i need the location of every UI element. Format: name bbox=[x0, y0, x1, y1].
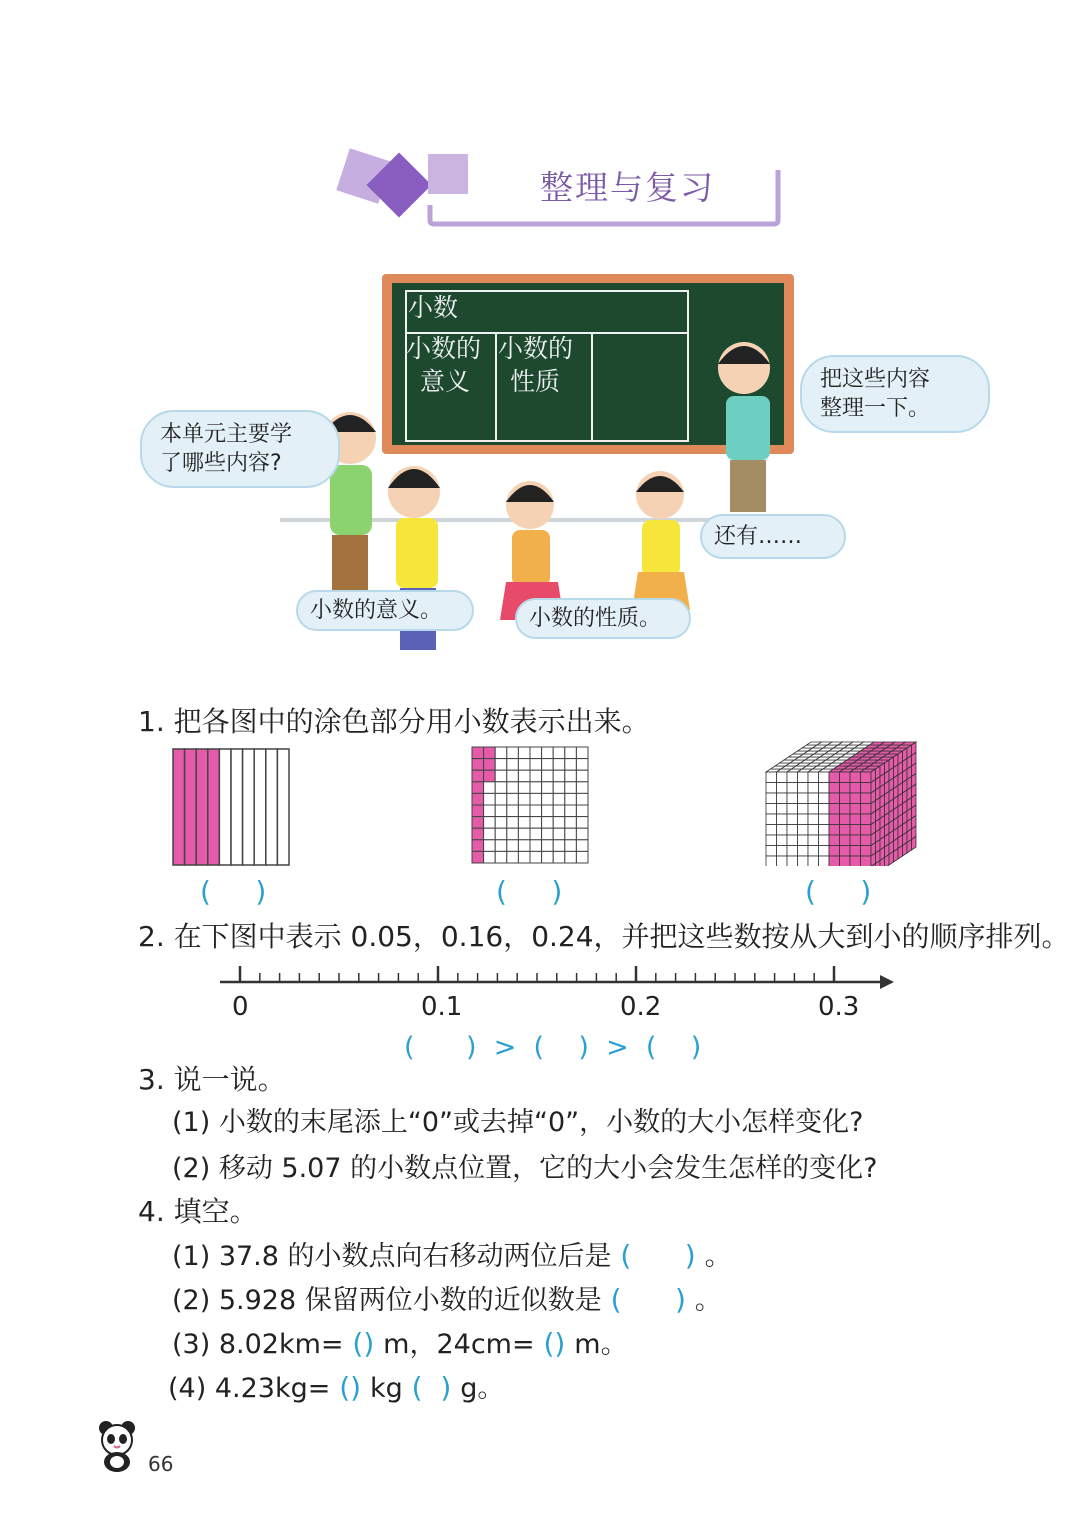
grid-cell bbox=[542, 793, 554, 805]
cube-front-cell bbox=[840, 783, 851, 794]
cube-front-cell bbox=[777, 846, 788, 857]
question-4-item-4 bbox=[168, 1366, 504, 1405]
bubble-question-line2: 了哪些内容? bbox=[160, 451, 282, 476]
grid-cell bbox=[472, 840, 484, 852]
speech-bubble-question bbox=[140, 410, 340, 488]
speech-bubble-meaning: 小数的意义。 bbox=[296, 590, 474, 631]
cube-front-cell bbox=[861, 856, 872, 866]
grid-cell bbox=[576, 817, 588, 829]
grid-cell bbox=[553, 770, 565, 782]
cube-front-cell bbox=[766, 835, 777, 846]
cube-front-cell bbox=[840, 814, 851, 825]
figure-thousand-cube bbox=[762, 740, 922, 866]
cube-front-cell bbox=[829, 793, 840, 804]
grid-cell bbox=[472, 759, 484, 771]
cube-front-cell bbox=[840, 835, 851, 846]
strip bbox=[254, 749, 266, 865]
grid-cell bbox=[495, 851, 507, 863]
grid-cell bbox=[565, 782, 577, 794]
cube-front-cell bbox=[808, 783, 819, 794]
number-line-arrow bbox=[880, 975, 894, 989]
cube-front-cell bbox=[819, 783, 830, 794]
board-cell-property-line2: 性质 bbox=[510, 367, 561, 396]
grid-cell bbox=[518, 840, 530, 852]
bubble-teacher-line2: 整理一下。 bbox=[820, 396, 931, 421]
grid-cell bbox=[495, 805, 507, 817]
grid-cell bbox=[472, 793, 484, 805]
grid-cell bbox=[507, 828, 519, 840]
grid-cell bbox=[530, 759, 542, 771]
cube-front-cell bbox=[787, 772, 798, 783]
q4-4-end: g。 bbox=[460, 1373, 505, 1404]
grid-cell bbox=[472, 782, 484, 794]
answer-blank-2[interactable]: ( ) bbox=[496, 875, 563, 908]
question-3-item-2: (2) 移动 5.07 的小数点位置，它的大小会发生怎样的变化? bbox=[172, 1153, 878, 1184]
grid-cell bbox=[542, 747, 554, 759]
grid-cell bbox=[565, 805, 577, 817]
grid-cell bbox=[542, 840, 554, 852]
grid-cell bbox=[484, 828, 496, 840]
strip bbox=[219, 749, 231, 865]
grid-cell bbox=[576, 828, 588, 840]
cube-front-cell bbox=[766, 804, 777, 815]
board-cell-meaning-line1: 小数的 bbox=[406, 334, 482, 363]
grid-cell bbox=[565, 840, 577, 852]
cube-front-cell bbox=[798, 772, 809, 783]
grid-cell bbox=[484, 840, 496, 852]
cube-front-cell bbox=[808, 793, 819, 804]
grid-cell bbox=[553, 817, 565, 829]
grid-cell bbox=[576, 840, 588, 852]
cube-front-cell bbox=[808, 856, 819, 866]
cube-front-cell bbox=[861, 825, 872, 836]
cube-front-cell bbox=[840, 846, 851, 857]
grid-cell bbox=[530, 828, 542, 840]
cube-front-cell bbox=[787, 846, 798, 857]
question-3-text: 3. 说一说。 bbox=[138, 1063, 286, 1096]
grid-cell bbox=[472, 770, 484, 782]
cube-front-cell bbox=[766, 793, 777, 804]
cube-front-cell bbox=[829, 783, 840, 794]
q4-3-mid: m，24cm= bbox=[383, 1329, 535, 1360]
question-1-text: 1. 把各图中的涂色部分用小数表示出来。 bbox=[138, 705, 650, 738]
grid-cell bbox=[472, 817, 484, 829]
grid-cell bbox=[542, 817, 554, 829]
grid-cell bbox=[553, 782, 565, 794]
grid-cell bbox=[518, 828, 530, 840]
grid-cell bbox=[495, 770, 507, 782]
q4-4-blank-2[interactable]: ( ) bbox=[402, 1371, 461, 1404]
cube-front-cell bbox=[819, 772, 830, 783]
question-4-item-1 bbox=[172, 1234, 732, 1273]
cube-front-cell bbox=[777, 814, 788, 825]
cube-front-cell bbox=[850, 804, 861, 815]
grid-cell bbox=[530, 770, 542, 782]
cube-front-cell bbox=[777, 793, 788, 804]
strip bbox=[266, 749, 278, 865]
cube-front-cell bbox=[829, 846, 840, 857]
cube-front-cell bbox=[829, 835, 840, 846]
cube-front-cell bbox=[861, 846, 872, 857]
cube-front-cell bbox=[798, 856, 809, 866]
board-cell-property-line1: 小数的 bbox=[498, 334, 574, 363]
cube-front-cell bbox=[840, 856, 851, 866]
strip bbox=[208, 749, 220, 865]
grid-cell bbox=[507, 759, 519, 771]
grid-cell bbox=[472, 805, 484, 817]
cube-front-cell bbox=[777, 804, 788, 815]
cube-front-cell bbox=[861, 783, 872, 794]
cube-front-cell bbox=[829, 814, 840, 825]
grid-cell bbox=[518, 793, 530, 805]
page-number: 66 bbox=[148, 1452, 174, 1476]
grid-cell bbox=[565, 828, 577, 840]
board-cell-meaning-line2: 意义 bbox=[420, 367, 471, 396]
strip bbox=[173, 749, 185, 865]
cube-front-cell bbox=[766, 856, 777, 866]
cube-front-cell bbox=[787, 825, 798, 836]
grid-cell bbox=[553, 747, 565, 759]
grid-cell bbox=[495, 759, 507, 771]
q4-1-end: 。 bbox=[704, 1241, 732, 1272]
grid-cell bbox=[484, 770, 496, 782]
grid-cell bbox=[507, 782, 519, 794]
figure-strips bbox=[170, 747, 292, 867]
grid-cell bbox=[507, 817, 519, 829]
grid-cell bbox=[576, 782, 588, 794]
cube-front-cell bbox=[766, 783, 777, 794]
cube-front-cell bbox=[840, 804, 851, 815]
grid-cell bbox=[484, 793, 496, 805]
grid-cell bbox=[484, 817, 496, 829]
grid-cell bbox=[507, 851, 519, 863]
cube-front-cell bbox=[777, 772, 788, 783]
bubble-teacher-line1: 把这些内容 bbox=[820, 367, 931, 392]
answer-blank-3[interactable]: ( ) bbox=[805, 875, 872, 908]
grid-cell bbox=[530, 747, 542, 759]
question-4-item-2 bbox=[172, 1278, 722, 1317]
q4-1-text: (1) 37.8 的小数点向右移动两位后是 bbox=[172, 1241, 612, 1272]
cube-front-cell bbox=[819, 814, 830, 825]
grid-cell bbox=[565, 817, 577, 829]
grid-cell bbox=[565, 747, 577, 759]
cube-front-cell bbox=[777, 835, 788, 846]
q4-2-blank[interactable]: ( ) bbox=[601, 1283, 695, 1316]
q4-3-end: m。 bbox=[574, 1329, 628, 1360]
cube-front-cell bbox=[808, 835, 819, 846]
cube-front-cell bbox=[819, 835, 830, 846]
speech-bubble-teacher bbox=[800, 355, 990, 433]
grid-cell bbox=[565, 793, 577, 805]
grid-cell bbox=[565, 770, 577, 782]
cube-front-cell bbox=[766, 814, 777, 825]
grid-cell bbox=[495, 782, 507, 794]
cube-front-cell bbox=[861, 772, 872, 783]
question-4-text: 4. 填空。 bbox=[138, 1195, 258, 1228]
grid-cell bbox=[565, 759, 577, 771]
cube-front-cell bbox=[850, 783, 861, 794]
q4-4-mid: kg bbox=[370, 1373, 403, 1404]
strip bbox=[185, 749, 197, 865]
grid-cell bbox=[530, 793, 542, 805]
grid-cell bbox=[518, 851, 530, 863]
answer-blank-1[interactable]: ( ) bbox=[200, 875, 267, 908]
cube-front-cell bbox=[787, 793, 798, 804]
grid-cell bbox=[507, 747, 519, 759]
cube-front-cell bbox=[861, 804, 872, 815]
grid-cell bbox=[484, 782, 496, 794]
cube-front-cell bbox=[850, 846, 861, 857]
q4-2-text: (2) 5.928 保留两位小数的近似数是 bbox=[172, 1285, 602, 1316]
speech-bubble-property: 小数的性质。 bbox=[515, 598, 691, 639]
grid-cell bbox=[576, 770, 588, 782]
grid-cell bbox=[507, 805, 519, 817]
cube-front-cell bbox=[798, 814, 809, 825]
q4-3-blank-1[interactable]: () bbox=[343, 1327, 384, 1360]
grid-cell bbox=[472, 851, 484, 863]
cube-front-cell bbox=[766, 772, 777, 783]
grid-cell bbox=[576, 805, 588, 817]
grid-cell bbox=[484, 759, 496, 771]
grid-cell bbox=[518, 759, 530, 771]
strip bbox=[277, 749, 289, 865]
cube-front-cell bbox=[798, 804, 809, 815]
cube-front-cell bbox=[819, 793, 830, 804]
grid-cell bbox=[495, 840, 507, 852]
grid-cell bbox=[542, 828, 554, 840]
grid-cell bbox=[507, 793, 519, 805]
cube-front-cell bbox=[861, 793, 872, 804]
page-title: 整理与复习 bbox=[540, 168, 715, 207]
axis-label-0: 0 bbox=[232, 992, 249, 1022]
grid-cell bbox=[576, 793, 588, 805]
grid-cell bbox=[530, 851, 542, 863]
question-4-item-3 bbox=[172, 1322, 628, 1361]
strip bbox=[196, 749, 208, 865]
grid-cell bbox=[576, 851, 588, 863]
grid-cell bbox=[530, 817, 542, 829]
q4-3-blank-2[interactable]: () bbox=[534, 1327, 575, 1360]
cube-front-cell bbox=[787, 814, 798, 825]
grid-cell bbox=[518, 747, 530, 759]
grid-cell bbox=[542, 759, 554, 771]
grid-cell bbox=[553, 840, 565, 852]
grid-cell bbox=[542, 851, 554, 863]
cube-front-cell bbox=[777, 856, 788, 866]
cube-front-cell bbox=[798, 825, 809, 836]
grid-cell bbox=[553, 805, 565, 817]
cube-front-cell bbox=[777, 825, 788, 836]
cube-front-cell bbox=[861, 814, 872, 825]
panda-icon bbox=[92, 1418, 142, 1474]
cube-front-cell bbox=[829, 825, 840, 836]
grid-cell bbox=[542, 805, 554, 817]
cube-front-cell bbox=[819, 804, 830, 815]
q4-3-text: (3) 8.02km= bbox=[172, 1329, 344, 1360]
cube-front-cell bbox=[861, 835, 872, 846]
grid-cell bbox=[553, 828, 565, 840]
grid-cell bbox=[518, 805, 530, 817]
grid-cell bbox=[542, 770, 554, 782]
cube-front-cell bbox=[787, 856, 798, 866]
axis-label-0.2: 0.2 bbox=[620, 992, 662, 1022]
cube-front-cell bbox=[850, 793, 861, 804]
grid-cell bbox=[576, 759, 588, 771]
ordering-blanks[interactable]: ( ) > ( ) > ( ) bbox=[404, 1032, 702, 1063]
grid-cell bbox=[576, 747, 588, 759]
strip bbox=[231, 749, 243, 865]
cube-front-cell bbox=[850, 825, 861, 836]
grid-cell bbox=[542, 782, 554, 794]
strip bbox=[243, 749, 255, 865]
speech-bubble-more: 还有…… bbox=[700, 514, 846, 559]
grid-cell bbox=[507, 770, 519, 782]
grid-cell bbox=[518, 817, 530, 829]
cube-front-cell bbox=[829, 856, 840, 866]
cube-front-cell bbox=[798, 783, 809, 794]
cube-front-cell bbox=[766, 846, 777, 857]
grid-cell bbox=[530, 840, 542, 852]
grid-cell bbox=[553, 851, 565, 863]
cube-front-cell bbox=[798, 846, 809, 857]
board-heading: 小数 bbox=[408, 293, 459, 322]
cube-front-cell bbox=[840, 793, 851, 804]
grid-cell bbox=[495, 747, 507, 759]
grid-cell bbox=[484, 805, 496, 817]
grid-cell bbox=[530, 805, 542, 817]
question-2-text: 2. 在下图中表示 0.05，0.16，0.24，并把这些数按从大到小的顺序排列。 bbox=[138, 920, 1070, 953]
cube-front-cell bbox=[798, 793, 809, 804]
figure-hundred-grid bbox=[470, 745, 592, 867]
cube-front-cell bbox=[850, 835, 861, 846]
cube-front-cell bbox=[850, 772, 861, 783]
cube-front-cell bbox=[819, 825, 830, 836]
grid-cell bbox=[495, 793, 507, 805]
cube-front-cell bbox=[766, 825, 777, 836]
cube-front-cell bbox=[798, 835, 809, 846]
bubble-question-line1: 本单元主要学 bbox=[160, 422, 293, 447]
grid-cell bbox=[507, 840, 519, 852]
grid-cell bbox=[495, 828, 507, 840]
cube-front-cell bbox=[777, 783, 788, 794]
axis-label-0.1: 0.1 bbox=[421, 992, 463, 1022]
q4-4-blank-1[interactable]: () bbox=[330, 1371, 370, 1404]
cube-front-cell bbox=[808, 772, 819, 783]
cube-front-cell bbox=[808, 814, 819, 825]
q4-1-blank[interactable]: ( ) bbox=[611, 1239, 705, 1272]
cube-front-cell bbox=[819, 846, 830, 857]
cube-front-cell bbox=[840, 772, 851, 783]
cube-front-cell bbox=[808, 804, 819, 815]
q4-4-text: (4) 4.23kg= bbox=[168, 1373, 331, 1404]
cube-front-cell bbox=[819, 856, 830, 866]
number-line bbox=[220, 960, 900, 992]
grid-cell bbox=[484, 747, 496, 759]
cube-front-cell bbox=[840, 825, 851, 836]
grid-cell bbox=[518, 782, 530, 794]
grid-cell bbox=[530, 782, 542, 794]
grid-cell bbox=[518, 770, 530, 782]
cube-front-cell bbox=[787, 835, 798, 846]
cube-front-cell bbox=[787, 804, 798, 815]
grid-cell bbox=[495, 817, 507, 829]
cube-front-cell bbox=[808, 825, 819, 836]
grid-cell bbox=[553, 759, 565, 771]
cube-front-cell bbox=[829, 772, 840, 783]
grid-cell bbox=[565, 851, 577, 863]
grid-cell bbox=[484, 851, 496, 863]
question-3-item-1: (1) 小数的末尾添上“0”或去掉“0”，小数的大小怎样变化? bbox=[172, 1107, 864, 1138]
grid-cell bbox=[472, 747, 484, 759]
q4-2-end: 。 bbox=[694, 1285, 722, 1316]
cube-front-cell bbox=[850, 814, 861, 825]
cube-front-cell bbox=[808, 846, 819, 857]
grid-cell bbox=[553, 793, 565, 805]
grid-cell bbox=[472, 828, 484, 840]
cube-front-cell bbox=[787, 783, 798, 794]
cube-front-cell bbox=[829, 804, 840, 815]
cube-front-cell bbox=[850, 856, 861, 866]
axis-label-0.3: 0.3 bbox=[818, 992, 860, 1022]
